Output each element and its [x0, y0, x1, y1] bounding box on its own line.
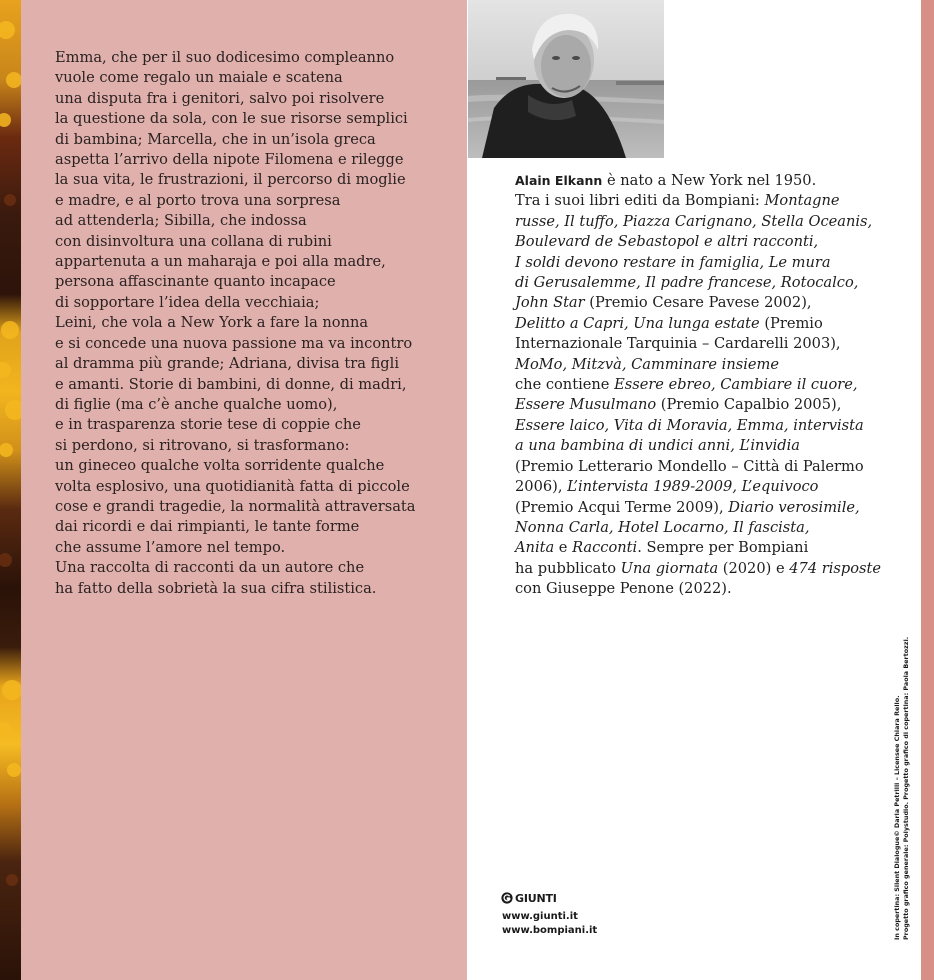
bio-line: ha pubblicato Una giornata (2020) e 474 risposte [515, 559, 881, 577]
bompiani-website-link[interactable]: www.bompiani.it [502, 925, 598, 936]
publisher-logo [501, 890, 557, 906]
blurb-line: e in trasparenza storie tese di coppie che [55, 416, 361, 434]
blurb-line: Leini, che vola a New York a fare la nonna [55, 314, 369, 332]
blurb-line: e si concede una nuova passione ma va incontro [55, 334, 413, 352]
giunti-g-icon [501, 892, 513, 904]
author-photo [468, 0, 664, 158]
cover-edge-artwork [0, 0, 21, 980]
bio-line: (Premio Letterario Mondello – Città di Palermo [515, 457, 864, 475]
publisher-logo-text: GIUNTI [515, 891, 557, 905]
bio-line: Tra i suoi libri editi da Bompiani: Montagne [515, 192, 840, 210]
blurb-line: dai ricordi e dai rimpianti, le tante forme [55, 518, 360, 536]
bio-line: (Premio Acqui Terme 2009), Diario verosimile, [515, 498, 860, 516]
credits-line: Progetto grafico generale: Polystudio. Progetto grafico di copertina: Paola Bertozzi. [902, 636, 910, 940]
bio-line: I soldi devono restare in famiglia, Le mura [515, 253, 831, 271]
bio-line: Essere Musulmano (Premio Capalbio 2005), [515, 396, 842, 414]
bio-line: a una bambina di undici anni, L’invidia [515, 437, 801, 455]
cover-credits [893, 637, 911, 940]
bio-line: Alain Elkann è nato a New York nel 1950. [515, 172, 817, 189]
bio-line: di Gerusalemme, Il padre francese, Rotocalco, [515, 274, 859, 292]
blurb-line: al dramma più grande; Adriana, divisa tra figli [55, 355, 399, 373]
blurb-line: appartenuta a un maharaja e poi alla madre, [55, 253, 386, 271]
blurb-line: aspetta l’arrivo della nipote Filomena e rilegge [55, 151, 404, 169]
bio-line: con Giuseppe Penone (2022). [515, 580, 732, 598]
blurb-line: di bambina; Marcella, che in un’isola greca [55, 130, 376, 148]
bio-line: MoMo, Mitzvà, Camminare insieme [515, 355, 780, 373]
blurb-line: una disputa fra i genitori, salvo poi risolvere [55, 89, 385, 107]
bio-line: russe, Il tuffo, Piazza Carignano, Stella Oceanis, [515, 212, 873, 230]
blurb-line: si perdono, si ritrovano, si trasformano: [55, 436, 350, 454]
blurb-line: Emma, che per il suo dodicesimo compleanno [55, 49, 395, 66]
blurb-line: che assume l’amore nel tempo. [55, 538, 286, 556]
bio-line: John Star (Premio Cesare Pavese 2002), [515, 294, 812, 312]
author-bio [515, 171, 885, 600]
marigold-flowers-image [0, 0, 21, 980]
blurb-line: vuole come regalo un maiale e scatena [55, 69, 343, 87]
bio-line: 2006), L’intervista 1989-2009, L’equivoco [515, 478, 819, 496]
blurb-line: Una raccolta di racconti da un autore che [55, 559, 365, 577]
blurb-line: la questione da sola, con le sue risorse semplici [55, 110, 408, 128]
blurb-line: di figlie (ma c’è anche qualche uomo), [55, 395, 338, 413]
bio-line: Delitto a Capri, Una lunga estate (Premio [515, 314, 823, 332]
giunti-website-link[interactable]: www.giunti.it [502, 911, 578, 922]
blurb-line: e madre, e al porto trova una sorpresa [55, 191, 341, 209]
bio-line: Anita e Racconti. Sempre per Bompiani [515, 539, 809, 557]
bio-line: Internazionale Tarquinia – Cardarelli 2003), [515, 335, 841, 353]
blurb-line: con disinvoltura una collana di rubini [55, 232, 332, 250]
blurb-line: un gineceo qualche volta sorridente qualche [55, 457, 385, 475]
author-name: Alain Elkann [515, 173, 603, 188]
blurb-line: ha fatto della sobrietà la sua cifra stilistica. [55, 579, 377, 597]
credits-line: In copertina: Silent Dialogue© Daria Petrilli – Licensee Chiara Rello. [893, 695, 901, 940]
blurb-line: cose e grandi tragedie, la normalità attraversata [55, 497, 416, 515]
bio-line: Nonna Carla, Hotel Locarno, Il fascista, [515, 518, 810, 536]
book-blurb [55, 48, 450, 599]
blurb-line: ad attenderla; Sibilla, che indossa [55, 212, 307, 230]
blurb-line: e amanti. Storie di bambini, di donne, di madri, [55, 375, 407, 393]
blurb-line: di sopportare l’idea della vecchiaia; [55, 293, 320, 311]
bio-line: che contiene Essere ebreo, Cambiare il cuore, [515, 376, 858, 394]
blurb-line: persona affascinante quanto incapace [55, 273, 336, 291]
spine-edge [921, 0, 934, 980]
bio-line: Boulevard de Sebastopol e altri racconti, [515, 233, 819, 251]
blurb-line: la sua vita, le frustrazioni, il percorso di moglie [55, 171, 406, 189]
blurb-line: volta esplosivo, una quotidianità fatta di piccole [55, 477, 410, 495]
bio-line: Essere laico, Vita di Moravia, Emma, intervista [515, 416, 864, 434]
